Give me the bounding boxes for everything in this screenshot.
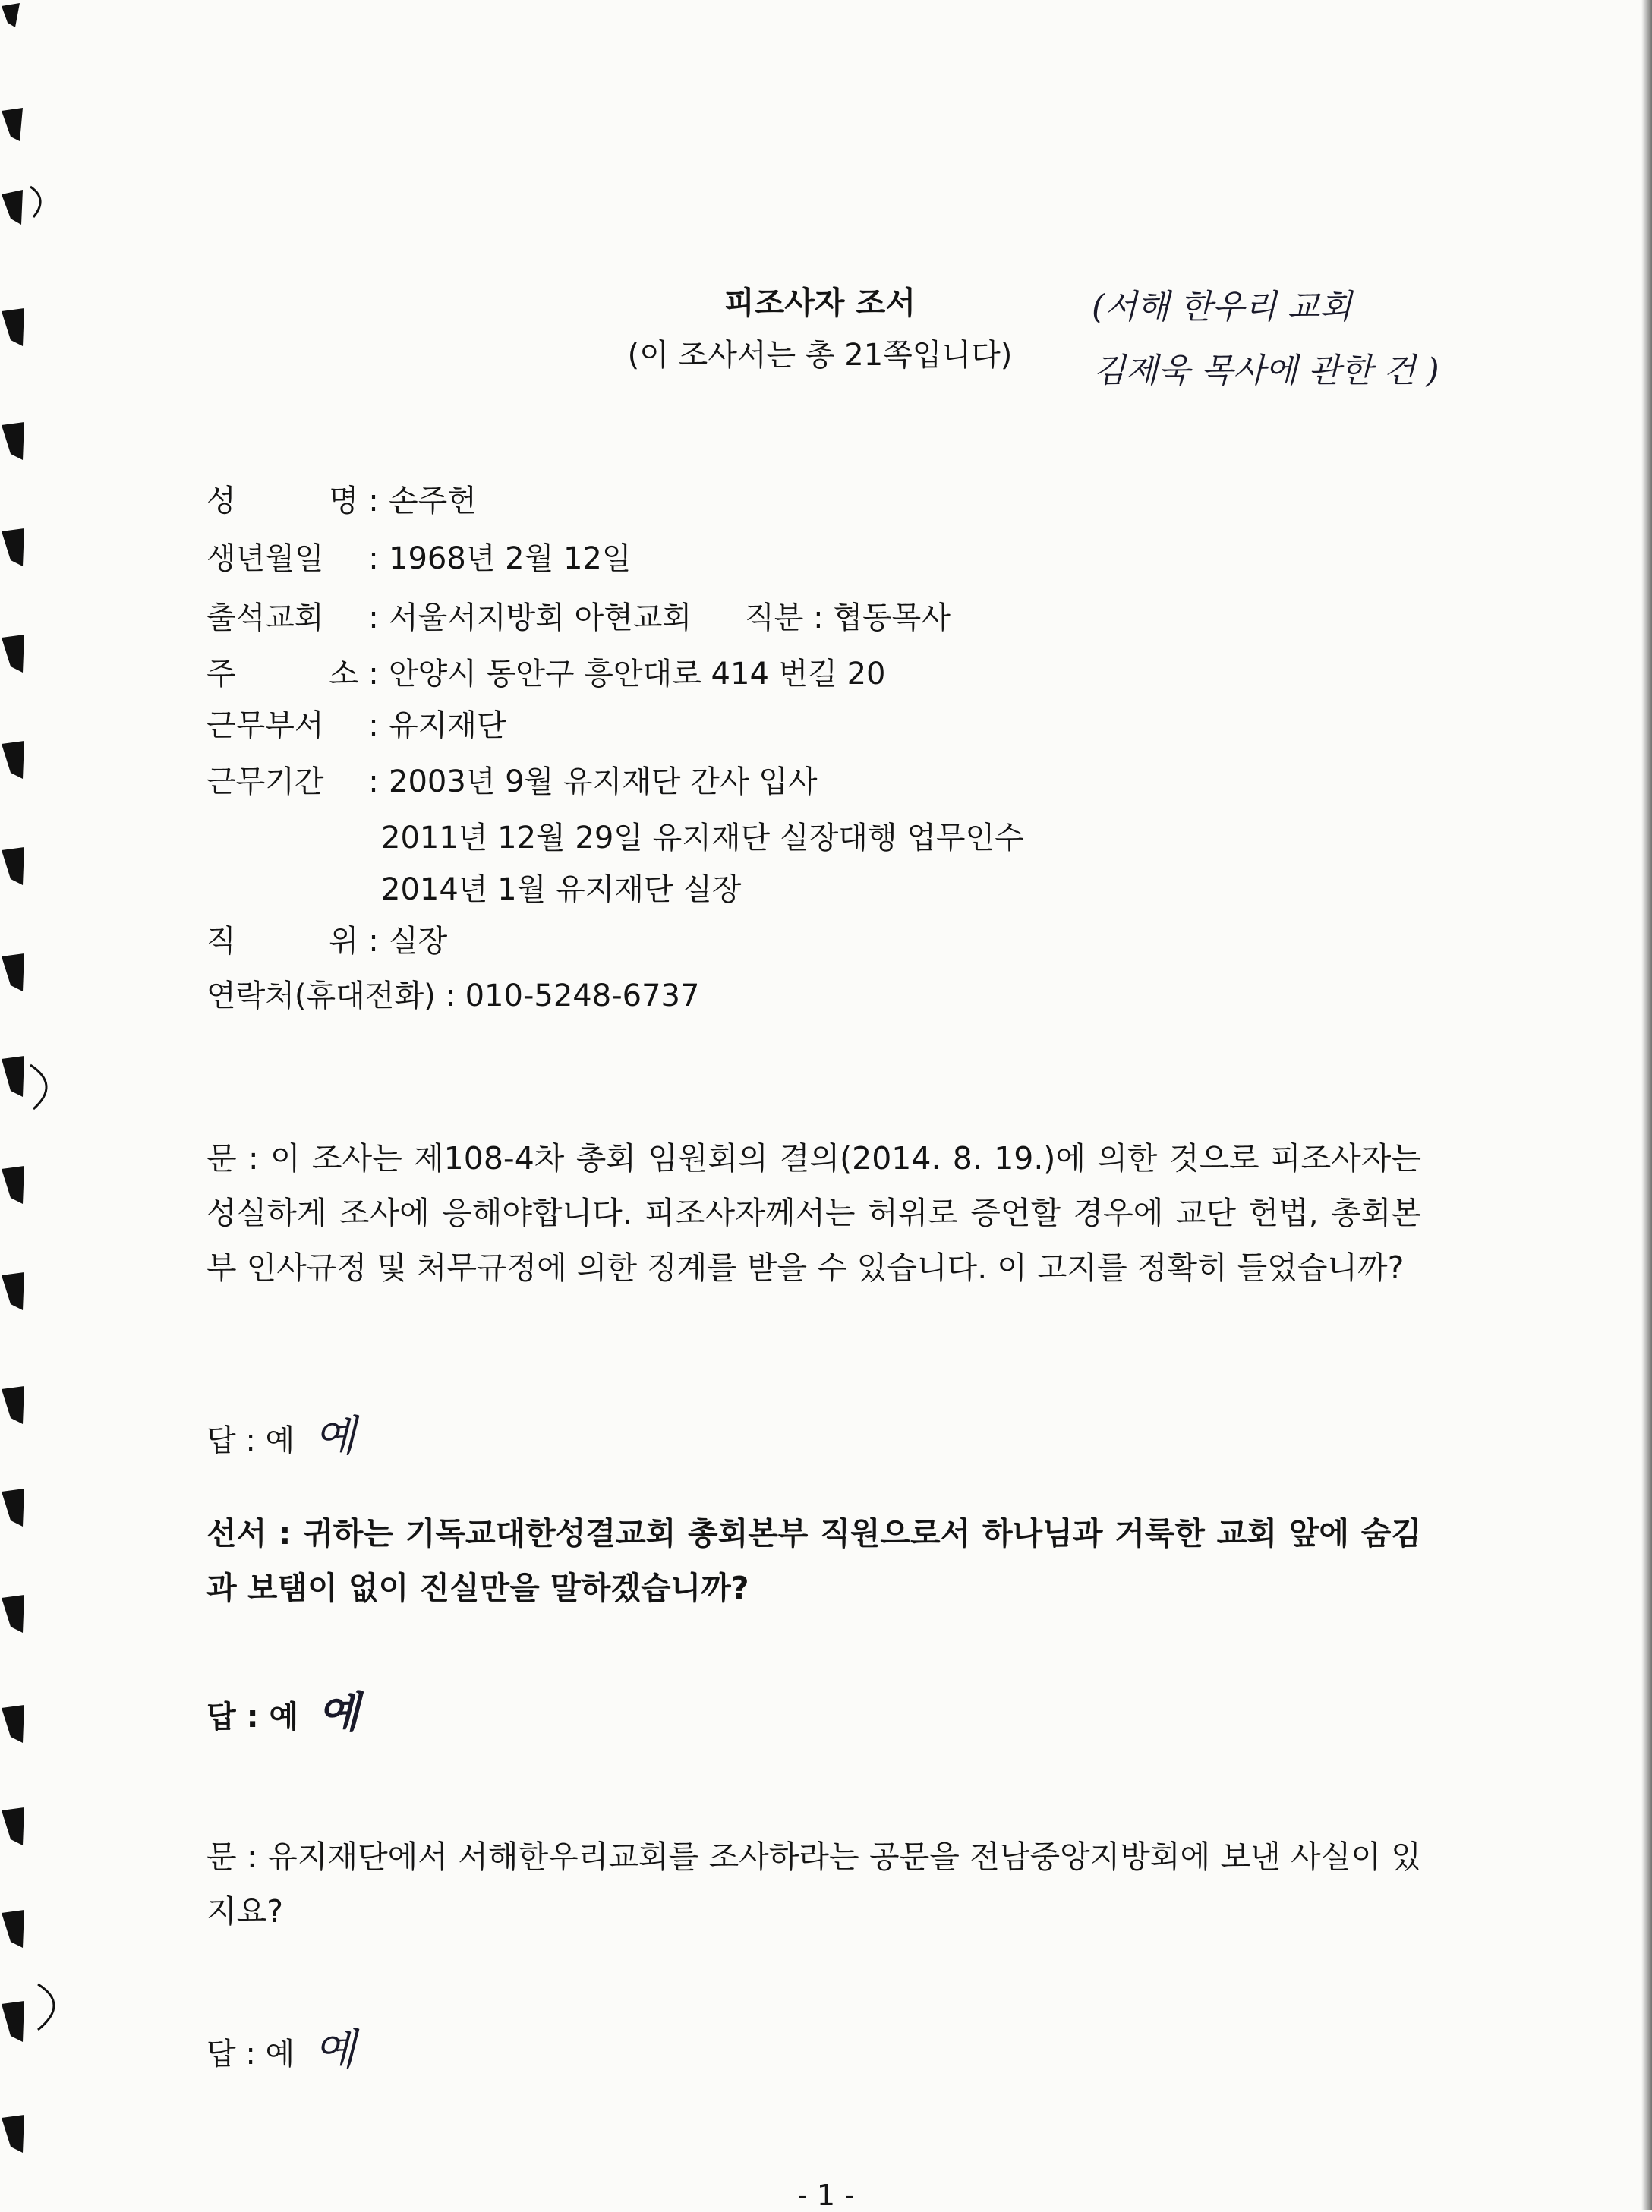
handwritten-answer: 예 [314, 2025, 356, 2075]
handwritten-note-line1: (서해 한우리 교회 [1092, 288, 1352, 326]
oath-paragraph: 선서 : 귀하는 기독교대한성결교회 총회본부 직원으로서 하나님과 거룩한 교회 앞에 숨김과 보탬이 없이 진실만을 말하겠습니까? [206, 1515, 1421, 1606]
field-birth-label: 생년월일 [206, 541, 324, 576]
binding-mark [0, 0, 30, 30]
field-address-label: 주 소 [206, 657, 358, 692]
field-period: 근무기간 : 2003년 9월 유지재단 간사 입사 [206, 758, 818, 801]
field-address: 주 소 : 안양시 동안구 흥안대로 414 번길 20 [206, 650, 886, 693]
field-position-label: 직 위 [206, 924, 358, 959]
binding-mark [0, 1484, 30, 1530]
field-dept: 근무부서 : 유지재단 [206, 701, 506, 745]
binding-mark [0, 1161, 30, 1207]
field-period-line: 2003년 9월 유지재단 간사 입사 [389, 764, 818, 799]
field-role-value: 협동목사 [833, 600, 951, 635]
field-period-line: 2011년 12월 29일 유지재단 실장대행 업무인수 [381, 821, 1024, 855]
field-birth: 생년월일 : 1968년 2월 12일 [206, 534, 632, 578]
answer-line: 답 : 예 예 [206, 2025, 356, 2075]
field-name-label: 성 명 [206, 484, 358, 518]
binding-mark [0, 106, 30, 144]
field-address-value: 안양시 동안구 흥안대로 414 번길 20 [389, 657, 886, 692]
binding-mark [0, 736, 30, 782]
page-number: - 1 - [797, 2179, 855, 2212]
binding-mark [0, 1905, 30, 1951]
field-church-value: 서울서지방회 아현교회 [389, 600, 692, 635]
field-contact-value: 010-5248-6737 [465, 978, 700, 1013]
handwritten-answer: 예 [318, 1687, 360, 1738]
field-church-label: 출석교회 [206, 600, 324, 635]
binding-mark [0, 630, 30, 676]
binding-mark [0, 1803, 30, 1848]
binding-mark [0, 524, 30, 569]
field-church: 출석교회 : 서울서지방회 아현교회 직분 : 협동목사 [206, 594, 951, 637]
field-birth-value: 1968년 2월 12일 [389, 541, 632, 576]
binding-mark [0, 843, 30, 888]
binding-mark [0, 182, 53, 228]
field-position: 직 위 : 실장 [206, 917, 447, 960]
binding-mark [0, 1051, 61, 1120]
field-contact-label: 연락처(휴대전화) : [206, 978, 456, 1013]
binding-mark [0, 1700, 30, 1746]
document-subtitle: (이 조사서는 총 21쪽입니다) [627, 338, 1013, 373]
binding-mark [0, 1268, 30, 1313]
answer-line: 답 : 예 예 [206, 1412, 356, 1461]
field-role-label: 직분 : [745, 600, 824, 635]
handwritten-note-line2: 김제욱 목사에 관한 건 ) [1093, 351, 1439, 390]
binding-mark [0, 1981, 68, 2050]
binding-mark [0, 949, 30, 994]
field-position-value: 실장 [389, 924, 448, 959]
field-dept-label: 근무부서 [206, 708, 324, 743]
question-paragraph: 문 : 이 조사는 제108-4차 총회 임원회의 결의(2014. 8. 19.)에 의한 것으로 피조사자는 성실하게 조사에 응해야합니다. 피조사자께서는 허위로 증언할 경우에 교단 헌법, 총회본부 인사규정 및 처무규정에 의한 징계를 받을 수 있습니다. 이 고지를 정확히 들었습니까? [206, 1140, 1421, 1286]
binding-mark [0, 2110, 30, 2156]
answer-line: 답 : 예 예 [206, 1687, 360, 1738]
field-dept-value: 유지재단 [389, 708, 506, 743]
handwritten-answer: 예 [314, 1412, 356, 1461]
binding-mark [0, 418, 30, 463]
field-period-line: 2014년 1월 유지재단 실장 [381, 872, 742, 907]
question-paragraph: 문 : 유지재단에서 서해한우리교회를 조사하라는 공문을 전남중앙지방회에 보낸 사실이 있지요? [206, 1839, 1421, 1930]
field-contact [206, 972, 699, 1015]
binding-mark [0, 1590, 30, 1636]
document-title: 피조사자 조서 [724, 285, 916, 321]
field-period-label: 근무기간 [206, 764, 324, 799]
field-name: 성 명 : 손주헌 [206, 477, 477, 520]
binding-mark [0, 1382, 30, 1427]
field-name-value: 손주헌 [389, 484, 477, 518]
